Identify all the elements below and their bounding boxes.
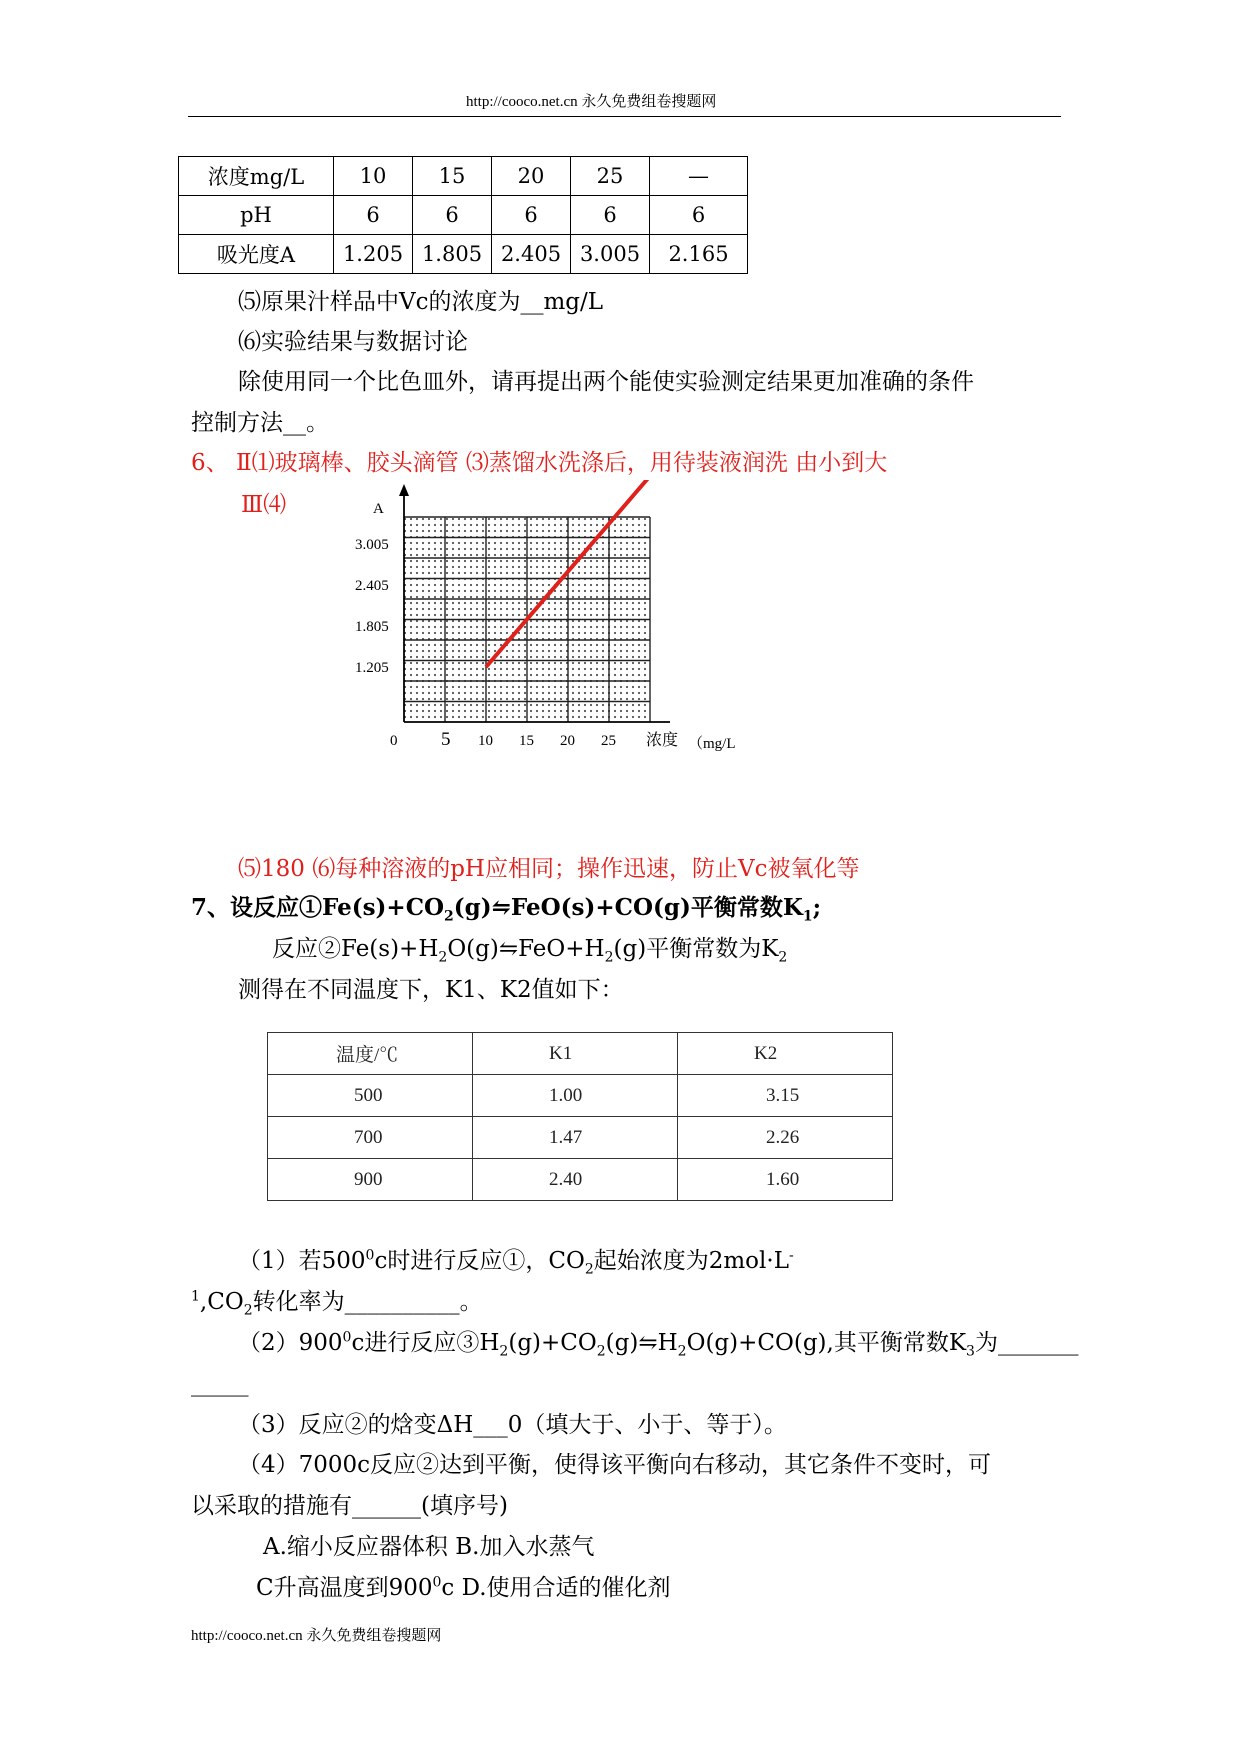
table-row — [268, 1117, 893, 1159]
table-cell: 1.60 — [678, 1159, 893, 1201]
answer6-line3: ⑸180 ⑹每种溶液的pH应相同；操作迅速，防止Vc被氧化等 — [238, 856, 860, 882]
table-cell: 1.205 — [334, 235, 413, 274]
y-tick-label: 1.205 — [355, 659, 389, 676]
table-cell: 1.00 — [473, 1075, 678, 1117]
table-cell: 25 — [571, 157, 650, 196]
y-tick-label: 3.005 — [355, 536, 389, 553]
table-cell: 6 — [413, 196, 492, 235]
calibration-chart — [330, 480, 770, 770]
equilibrium-table — [267, 1032, 893, 1201]
table-cell: 6 — [571, 196, 650, 235]
table-row — [268, 1033, 893, 1075]
x-tick-label: 0 — [390, 733, 398, 749]
q6-part6: ⑹实验结果与数据讨论 — [238, 329, 468, 355]
table-cell: 20 — [492, 157, 571, 196]
table-cell: 2.40 — [473, 1159, 678, 1201]
table-cell: 2.405 — [492, 235, 571, 274]
table-cell: 6 — [650, 196, 748, 235]
page-header: http://cooco.net.cn 永久免费组卷搜题网 — [466, 94, 717, 110]
table-cell: 3.005 — [571, 235, 650, 274]
table-row — [268, 1075, 893, 1117]
table-header: K2 — [678, 1033, 893, 1075]
table-header: 温度/℃ — [268, 1033, 473, 1075]
chart-ylabel: A — [373, 501, 384, 517]
q7-options-cd: C升高温度到$900^0c$ D.使用合适的催化剂 — [256, 1574, 671, 1601]
table-cell: 900 — [268, 1159, 473, 1201]
page-footer: http://cooco.net.cn 永久免费组卷搜题网 — [191, 1628, 442, 1644]
q7-sub1: （1）若$500^0c$时进行反应①，$CO_2$起始浓度为2mol·L- — [238, 1247, 794, 1278]
table-cell: 2.165 — [650, 235, 748, 274]
q6-prompt-cont: 控制方法__。 — [191, 410, 329, 436]
table-cell: 3.15 — [678, 1075, 893, 1117]
q7-reaction2: 反应$②Fe(s)+H_2O(g)⇋FeO+H_2(g)$平衡常数为$K_2$ — [272, 936, 788, 966]
table-cell: 6 — [334, 196, 413, 235]
table-cell: 15 — [413, 157, 492, 196]
table-cell: 2.26 — [678, 1117, 893, 1159]
x-tick-label: 10 — [478, 733, 493, 749]
q7-title: 7、设反应$①Fe(s)+CO_2(g)⇋FeO(s)+CO(g)$平衡常数$K_1$; — [191, 894, 822, 925]
q6-part5: ⑸原果汁样品中Vc的浓度为__mg/L — [238, 289, 604, 315]
y-tick-label: 1.805 — [355, 618, 389, 635]
table-header: K1 — [473, 1033, 678, 1075]
q7-sub4: （4）7000c反应②达到平衡，使得该平衡向右移动，其它条件不变时，可 — [238, 1452, 992, 1478]
q7-sub1-cont: $^1,CO_2$转化率为__________。 — [191, 1288, 483, 1319]
x-tick-label: 5 — [441, 729, 451, 750]
header-rule — [188, 116, 1061, 117]
q7-sub2: $(2)900^0c$进行反应$③H_2(g)+CO_2(g)⇋H_2O(g)+CO(g)$,其平衡常数$K_3$为_______ — [238, 1329, 1079, 1360]
table-cell: 700 — [268, 1117, 473, 1159]
table-cell: 1.47 — [473, 1117, 678, 1159]
table-cell: 500 — [268, 1075, 473, 1117]
table-row — [179, 235, 748, 274]
x-tick-label: 20 — [560, 733, 575, 749]
answer6-line1: 6、 Ⅱ⑴玻璃棒、胶头滴管 ⑶蒸馏水洗涤后，用待装液润洗 由小到大 — [191, 450, 888, 476]
chart-xunit: （mg/L — [688, 736, 736, 752]
table-cell: 10 — [334, 157, 413, 196]
q7-sub3: （3）反应②的焓变ΔH___0（填大于、小于、等于）。 — [238, 1412, 787, 1438]
table-cell: 浓度mg/L — [179, 157, 334, 196]
q6-prompt: 除使用同一个比色皿外，请再提出两个能使实验测定结果更加准确的条件 — [238, 369, 974, 395]
table-row — [179, 196, 748, 235]
q7-sub4-cont: 以采取的措施有______(填序号) — [191, 1493, 508, 1519]
answer6-line2: Ⅲ⑷ — [241, 492, 287, 518]
q7-options-ab: A.缩小反应器体积 B.加入水蒸气 — [263, 1534, 595, 1560]
q7-sub2-cont: _____ — [191, 1371, 249, 1397]
table-cell: pH — [179, 196, 334, 235]
chart-xlabel: 浓度 — [646, 732, 679, 749]
x-tick-label: 15 — [519, 733, 534, 749]
table-cell: 1.805 — [413, 235, 492, 274]
table-cell: 吸光度A — [179, 235, 334, 274]
table-cell: 6 — [492, 196, 571, 235]
y-tick-label: 2.405 — [355, 577, 389, 594]
absorbance-table — [178, 156, 748, 274]
q7-measure: 测得在不同温度下，K1、K2值如下： — [238, 977, 624, 1003]
table-row — [268, 1159, 893, 1201]
x-tick-label: 25 — [601, 733, 616, 749]
table-cell: — — [650, 157, 748, 196]
table-row — [179, 157, 748, 196]
